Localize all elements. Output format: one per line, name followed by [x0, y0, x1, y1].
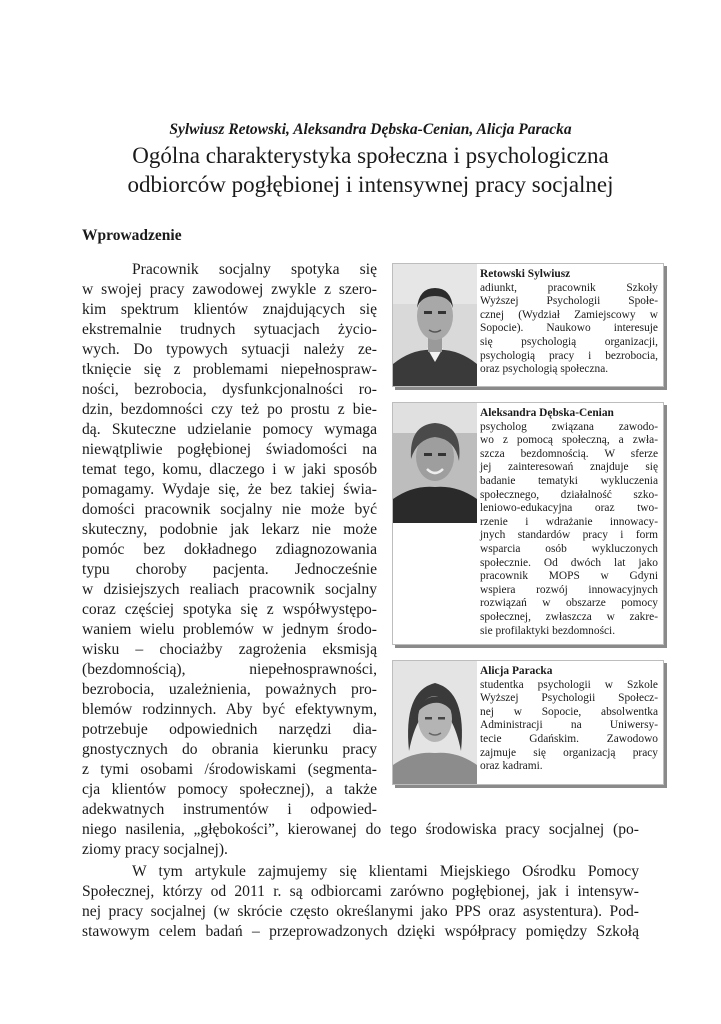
bio-line: psychologią pracy i bezrobocia,: [480, 349, 658, 362]
body-line: Pracownik socjalny spotyka się: [132, 261, 377, 278]
body-line: bezrobocia, uzależnienia, poważnych pro-: [82, 681, 377, 698]
bio-line: społecznego, działalność szko-: [480, 488, 658, 501]
body-line: Społecznej, którzy od 2011 r. są odbiorcami zarówno pogłębionej, jak i intensyw-: [82, 883, 639, 900]
body-line: ziomy pracy socjalnej).: [82, 841, 228, 858]
bio-line: szcza bezdomnością. W sferze: [480, 447, 658, 460]
bio-line: oraz psychologią społeczna.: [480, 363, 609, 376]
title-line: odbiorców pogłębionej i intensywnej pracy socjalnej: [127, 172, 614, 197]
body-line: stawowym celem badań – przeprowadzonych dzięki współpracy pomiędzy Szkołą: [82, 923, 639, 940]
bio-line: cznej (Wydział Zamiejscowy w: [480, 308, 658, 321]
bio-line: rzenie i wdrażanie innowacy-: [480, 515, 658, 528]
bio-line: adiunkt, pracownik Szkoły: [480, 281, 658, 294]
body-line: coraz częściej spotyka się z współwystępo-: [82, 601, 377, 618]
bio-name: Alicja Paracka: [480, 665, 553, 677]
bio-line: Administracji na Uniwersy-: [480, 719, 658, 732]
body-line: typu choroby pacjenta. Jednocześnie: [82, 561, 377, 578]
body-line: z tymi osobami /środowiskami (segmenta-: [82, 761, 377, 778]
bio-text: [480, 665, 658, 774]
author-bio-debska-cenian: [392, 402, 664, 645]
body-line: ności, bezrobocia, dysfunkcjonalności ro-: [82, 381, 377, 398]
author-photo: [393, 264, 477, 386]
bio-line: nej w Sopocie, absolwentka: [480, 705, 658, 718]
body-line: domości pracownik socjalny nie może być: [82, 501, 377, 518]
bio-line: Sopocie). Naukowo interesuje: [480, 322, 658, 335]
bio-line: rozwiązań w obszarze pomocy: [480, 597, 658, 610]
article-authors: Sylwiusz Retowski, Aleksandra Dębska-Cenian, Alicja Paracka: [169, 121, 572, 138]
body-line: (bezdomnością), niepełnosprawności,: [82, 661, 377, 678]
title-line: Ogólna charakterystyka społeczna i psychologiczna: [132, 143, 609, 168]
bio-line: społecznie. Od dwóch lat jako: [480, 556, 658, 569]
bio-line: leniowo-edukacyjna oraz two-: [480, 502, 658, 515]
body-line: pomagamy. Wydaje się, że bez takiej świa-: [82, 481, 377, 498]
body-line: niewątpliwie pogłębionej świadomości na: [82, 441, 377, 458]
bio-line: Wyższej Psychologii Społecz-: [480, 692, 658, 705]
body-line: w dzisiejszych realiach pracownik socjalny: [82, 581, 377, 598]
body-line: W tym artykule zajmujemy się klientami Miejskiego Ośrodku Pomocy: [132, 863, 639, 880]
bio-line: pracownik MOPS w Gdyni: [480, 570, 658, 583]
bio-line: sie profilaktyki bezdomności.: [480, 624, 616, 637]
body-line: adekwatnych instrumentów i odpowied-: [82, 801, 377, 818]
bio-line: społecznej, zwłaszcza w zakre-: [480, 610, 658, 623]
bio-name: Retowski Sylwiusz: [480, 268, 571, 280]
body-line: ekstremalnie trudnych sytuacjach życio-: [82, 321, 377, 338]
body-line: wisku – chociażby zagrożenia eksmisją: [82, 641, 377, 658]
bio-line: wo z pomocą społeczną, a zwła-: [480, 434, 658, 447]
bio-line: wspiera rozwój innowacyjnych: [480, 583, 658, 596]
body-line: skuteczny, podobnie jak lekarz nie może: [82, 521, 377, 538]
bio-name: Aleksandra Dębska-Cenian: [480, 407, 614, 419]
portrait-image: [393, 661, 477, 784]
body-line: nej pracy socjalnej (w skrócie często określanymi jako PPS oraz asystentura). Pod-: [82, 903, 639, 920]
bio-line: psycholog związana zawodo-: [480, 420, 658, 433]
body-line: temat tego, komu, dlaczego i w jaki sposób: [82, 461, 377, 478]
bio-line: się psychologią organizacji,: [480, 335, 658, 348]
body-line: potrzebuje odpowiednich narzędzi dia-: [82, 721, 377, 738]
article-title: [80, 141, 661, 199]
body-line: waniem wielu problemów w jednym środo-: [82, 621, 377, 638]
portrait-image: [393, 264, 477, 386]
bio-line: Wyższej Psychologii Społe-: [480, 295, 658, 308]
section-heading: Wprowadzenie: [82, 227, 182, 244]
author-bio-retowski: [392, 263, 664, 387]
body-line: kim spektrum klientów znajdujących się: [82, 301, 377, 318]
author-bio-paracka: [392, 660, 664, 785]
bio-line: badanie tematyki wykluczenia: [480, 474, 658, 487]
body-line: blemów rodzinnych. Aby być efektywnym,: [82, 701, 377, 718]
bio-line: oraz kadrami.: [480, 760, 543, 773]
author-photo: [393, 661, 477, 784]
bio-text: [480, 407, 658, 638]
body-line: pomóc bez dokładnego zdiagnozowania: [82, 541, 377, 558]
bio-text: [480, 268, 658, 377]
bio-line: jnych standardów pracy i form: [480, 529, 658, 542]
body-line: tknięcie się z problemami niepełnospraw-: [82, 361, 377, 378]
bio-line: jej zainteresowań znajduje się: [480, 461, 658, 474]
body-line: gnostycznych do obrania kierunku pracy: [82, 741, 377, 758]
body-line: cja klientów pomocy społecznej), a także: [82, 781, 377, 798]
body-line: w swojej pracy zawodowej zwykle z szero-: [82, 281, 377, 298]
bio-line: tecie Gdańskim. Zawodowo: [480, 732, 658, 745]
body-line: dą. Skuteczne udzielanie pomocy wymaga: [82, 421, 377, 438]
bio-line: zajmuje się organizacją pracy: [480, 746, 658, 759]
body-line: dzin, bezdomności czy też po prostu z bie-: [82, 401, 377, 418]
bio-line: studentka psychologii w Szkole: [480, 678, 658, 691]
body-line: niego nasilenia, „głębokości”, kierowanej do tego środowiska pracy socjalnej (po-: [82, 821, 639, 838]
bio-line: wsparcia osób wykluczonych: [480, 542, 658, 555]
body-line: wych. Do typowych sytuacji należy ze-: [82, 341, 377, 358]
